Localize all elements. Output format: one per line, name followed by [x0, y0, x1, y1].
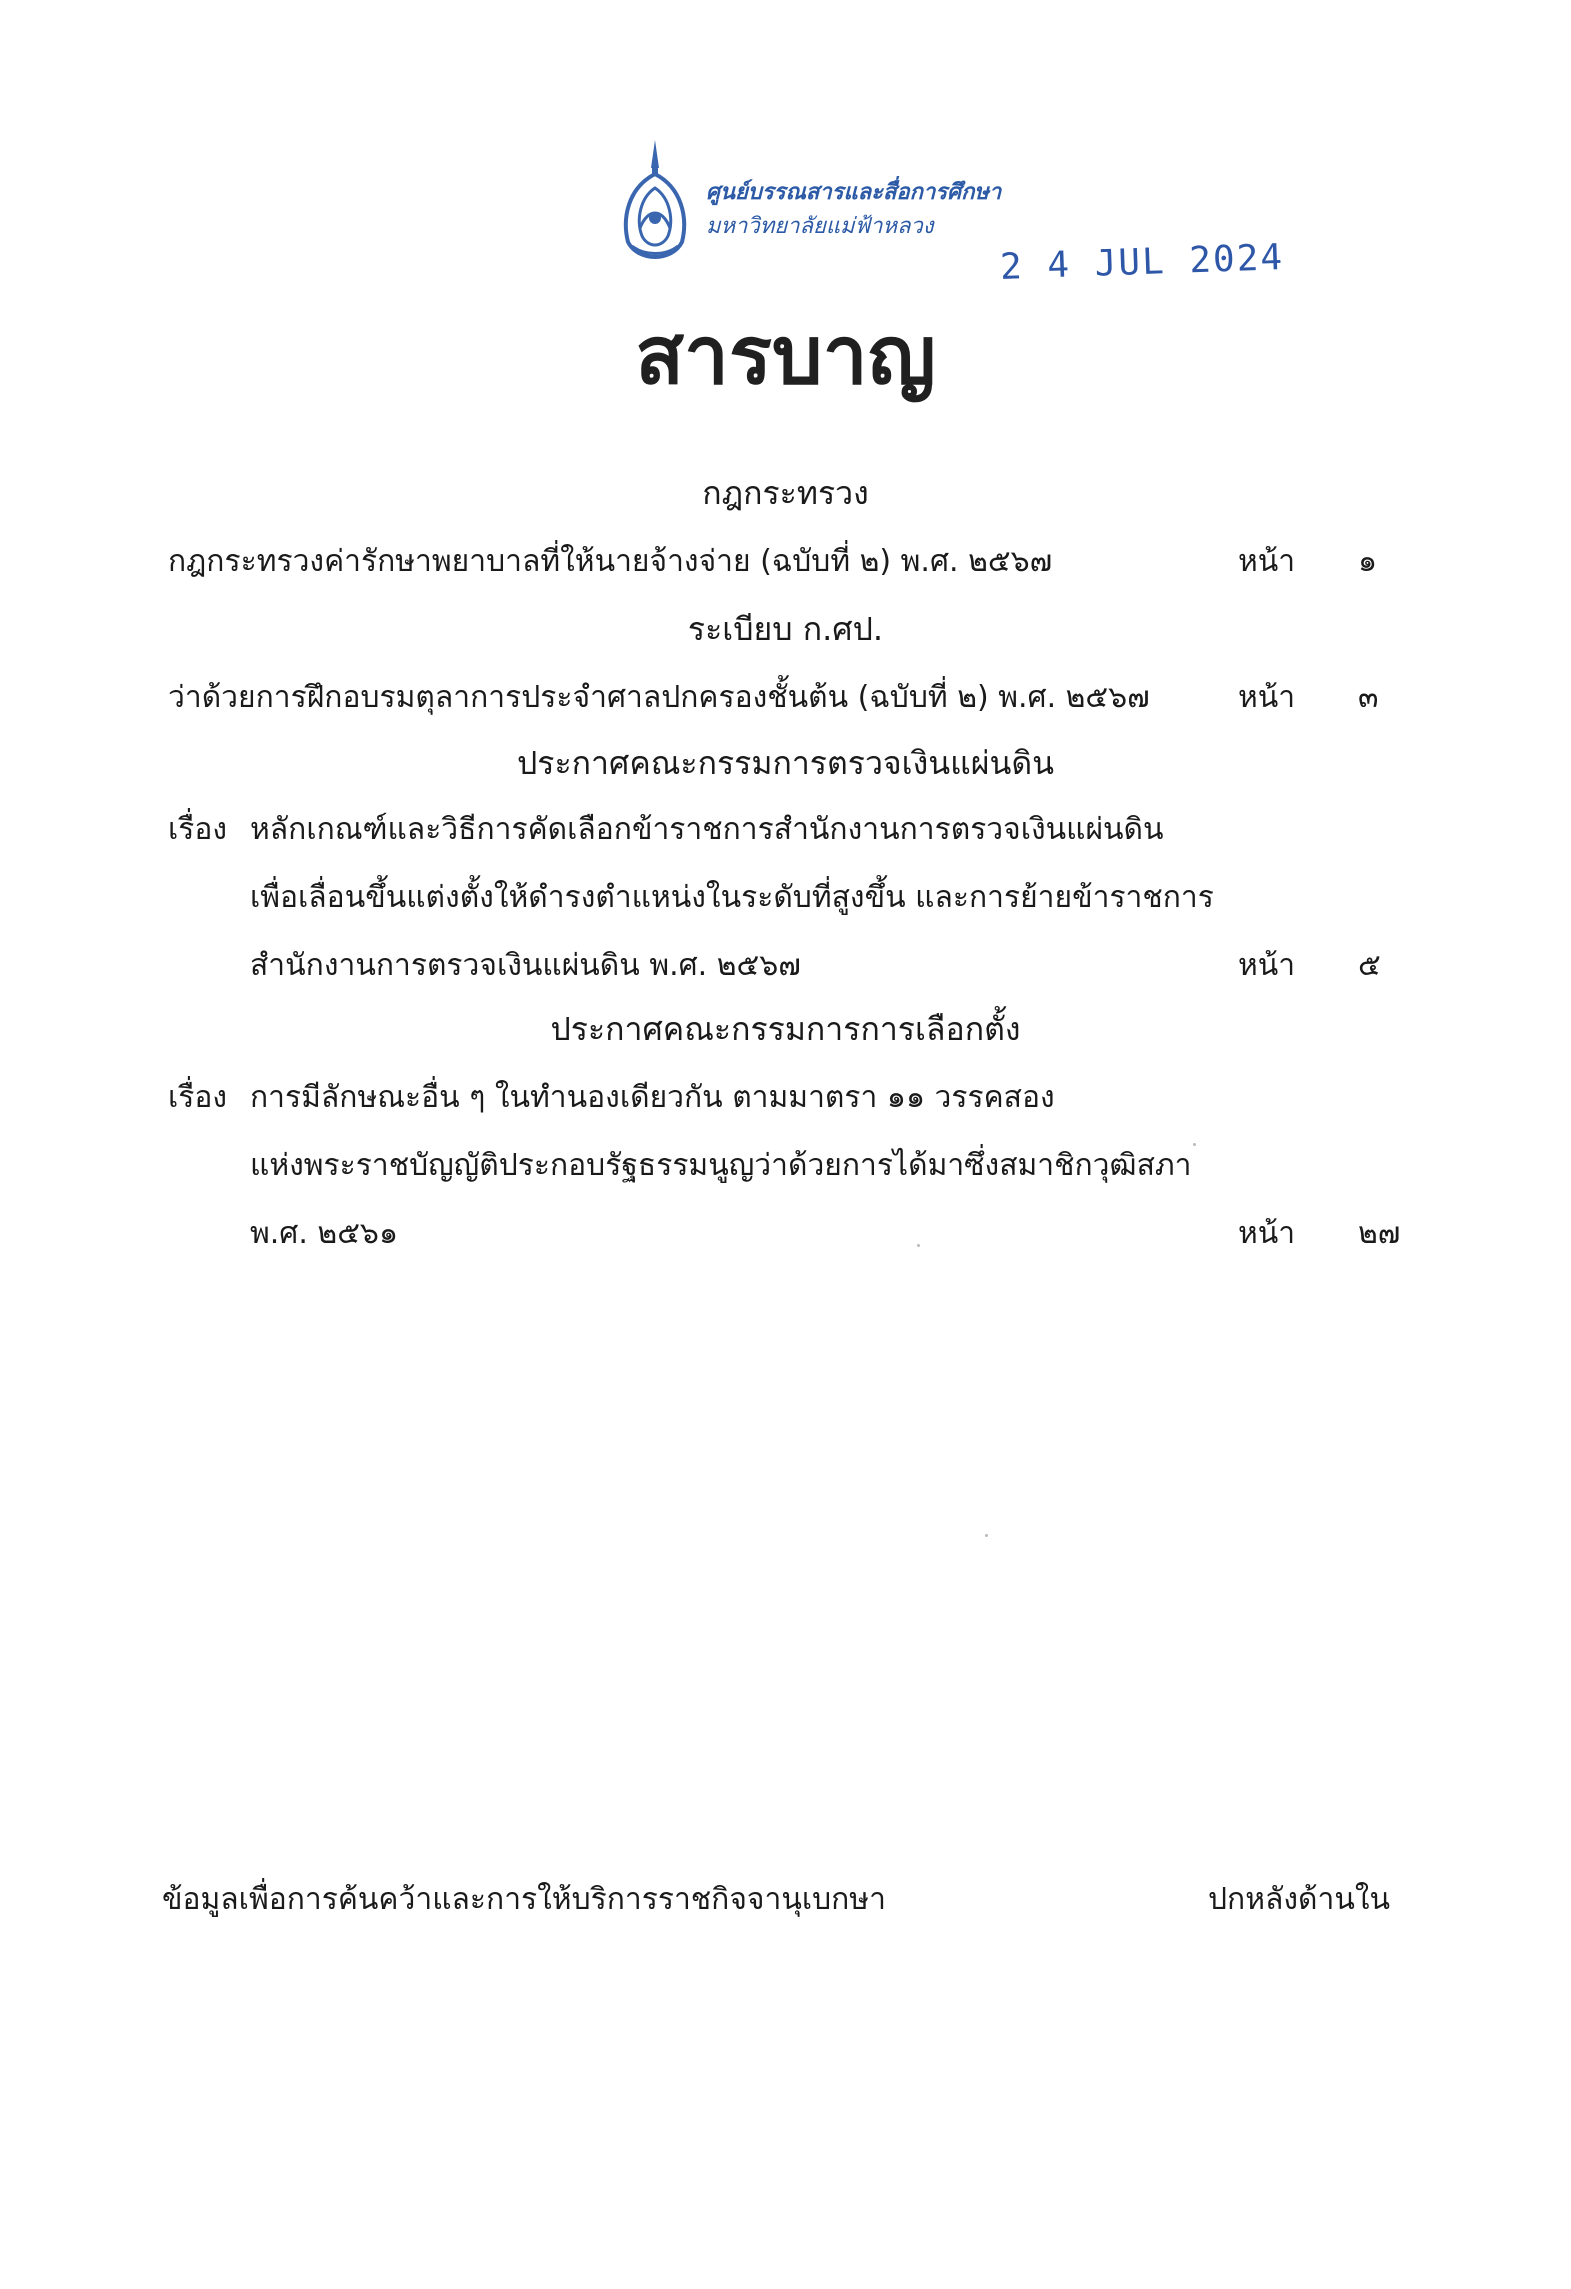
entry-text: การมีลักษณะอื่น ๆ ในทำนองเดียวกัน ตามมาตรา ๑๑ วรรคสอง [250, 1080, 1055, 1115]
page-number: ๓ [1358, 680, 1379, 715]
stamp-line-2: มหาวิทยาลัยแม่ฟ้าหลวง [706, 214, 934, 239]
page-title: สารบาญ [635, 309, 936, 402]
entry-text: สำนักงานการตรวจเงินแผ่นดิน พ.ศ. ๒๕๖๗ [250, 948, 801, 983]
section-heading: กฎกระทรวง [702, 474, 869, 512]
entry-prefix: เรื่อง [168, 1080, 228, 1115]
university-seal-icon [618, 138, 692, 268]
date-stamp: 2 4 JUL 2024 [999, 237, 1285, 288]
entry-text: เพื่อเลื่อนขึ้นแต่งตั้งให้ดำรงตำแหน่งในระดับที่สูงขึ้น และการย้ายข้าราชการ [250, 880, 1214, 915]
page-number: ๕ [1358, 948, 1381, 983]
section-heading: ระเบียบ ก.ศป. [687, 610, 884, 648]
page-label: หน้า [1238, 680, 1296, 715]
entry-text: ว่าด้วยการฝึกอบรมตุลาการประจำศาลปกครองชั้นต้น (ฉบับที่ ๒) พ.ศ. ๒๕๖๗ [168, 680, 1150, 715]
section-heading: ประกาศคณะกรรมการตรวจเงินแผ่นดิน [516, 744, 1055, 782]
entry-text: กฎกระทรวงค่ารักษาพยาบาลที่ให้นายจ้างจ่าย (ฉบับที่ ๒) พ.ศ. ๒๕๖๗ [168, 544, 1053, 579]
entry-text: พ.ศ. ๒๕๖๑ [250, 1216, 398, 1251]
scan-speck [985, 1534, 988, 1537]
page-number: ๒๗ [1358, 1216, 1401, 1251]
entry-text: หลักเกณฑ์และวิธีการคัดเลือกข้าราชการสำนักงานการตรวจเงินแผ่นดิน [250, 812, 1164, 847]
entry-prefix: เรื่อง [168, 812, 228, 847]
scan-speck [917, 1244, 920, 1247]
page-label: หน้า [1238, 544, 1296, 579]
footer-page-position: ปกหลังด้านใน [1208, 1882, 1391, 1917]
footer-note: ข้อมูลเพื่อการค้นคว้าและการให้บริการราชกิจจานุเบกษา [162, 1882, 886, 1917]
page-label: หน้า [1238, 1216, 1296, 1251]
page-label: หน้า [1238, 948, 1296, 983]
scan-speck [1193, 1143, 1196, 1146]
page-number: ๑ [1358, 544, 1378, 579]
section-heading: ประกาศคณะกรรมการการเลือกตั้ง [550, 1010, 1021, 1048]
entry-text: แห่งพระราชบัญญัติประกอบรัฐธรรมนูญว่าด้วยการได้มาซึ่งสมาชิกวุฒิสภา [250, 1148, 1192, 1183]
stamp-text [706, 176, 1001, 244]
stamp-line-1: ศูนย์บรรณสารและสื่อการศึกษา [706, 180, 1002, 205]
